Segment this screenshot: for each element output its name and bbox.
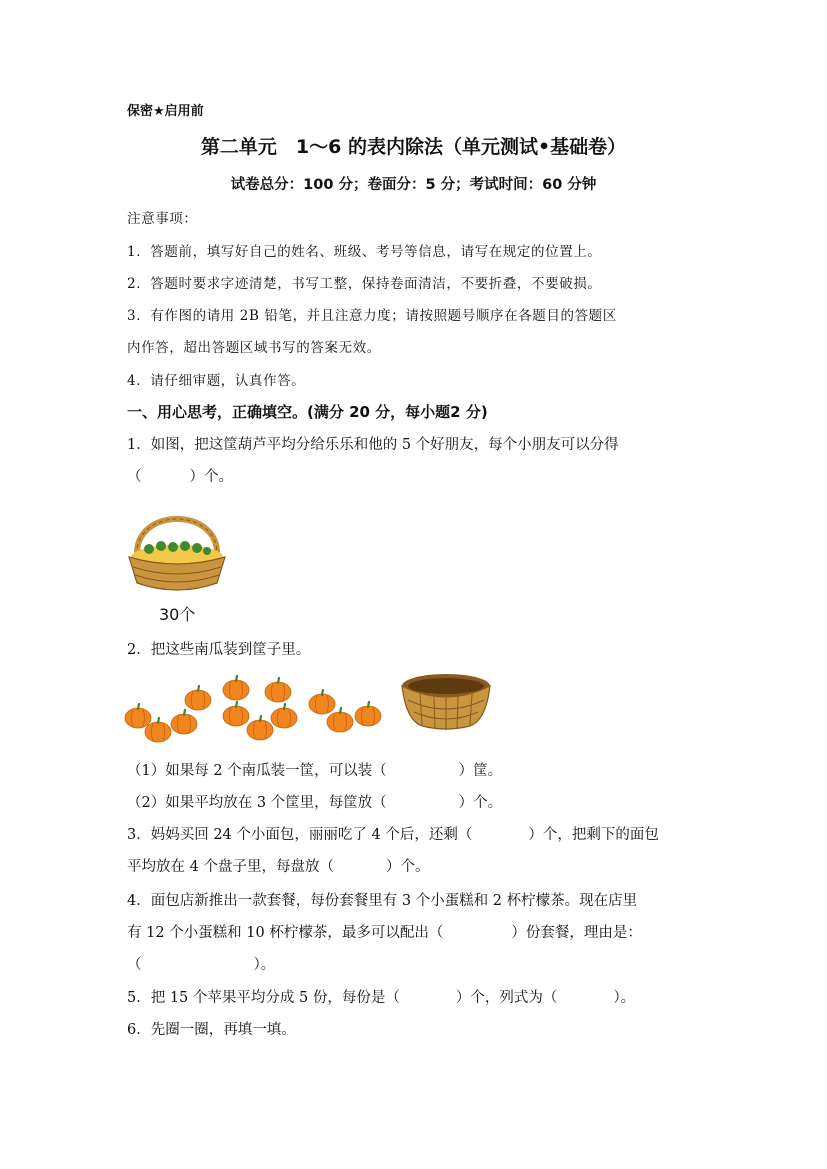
sub-1-text-a: （1）如果每 2 个南瓜装一筐，可以装（: [127, 763, 387, 779]
exam-info: 试卷总分：100 分；卷面分：5 分；考试时间：60 分钟: [230, 177, 597, 193]
note-item: 3．有作图的请用 2B 铅笔，并且注意力度；请按照题号顺序在各题目的答题区: [127, 308, 617, 324]
pumpkin-icon: [355, 702, 381, 726]
q5-text-b: ）个，列式为（: [455, 990, 558, 1006]
pumpkins-image: [124, 672, 384, 747]
pumpkin-icon: [309, 690, 335, 714]
pumpkin-icon: [247, 716, 273, 740]
q4-text-d: ）。: [253, 957, 276, 973]
note-item: 2．答题时要求字迹清楚，书写工整，保持卷面清洁，不要折叠，不要破损。: [127, 276, 602, 292]
question-6: 6．先圈一圈，再填一填。: [127, 1022, 296, 1038]
question-1-answer-line: [127, 465, 233, 486]
q3-text-b: ）个，把剩下的面包: [528, 827, 659, 843]
sub-2-text-b: ）个。: [458, 795, 503, 811]
basket-count-label: 30个: [159, 605, 196, 624]
question-2-sub-2: [127, 791, 502, 812]
q5-text-a: 5．把 15 个苹果平均分成 5 份，每份是（: [127, 990, 400, 1006]
page-title: 第二单元 1～6 的表内除法（单元测试•基础卷）: [200, 136, 627, 158]
note-item: 4．请仔细审题，认真作答。: [127, 373, 306, 389]
pumpkin-icon: [185, 686, 211, 710]
pumpkin-icon: [271, 704, 297, 728]
q3-text-c: 平均放在 4 个盘子里，每盘放（: [127, 859, 334, 875]
question-4-line-3: [127, 953, 275, 974]
paren-open: （: [127, 469, 142, 485]
pumpkin-icon: [125, 704, 151, 728]
note-item: 内作答，超出答题区域书写的答案无效。: [127, 340, 381, 356]
pumpkin-icon: [223, 702, 249, 726]
q4-text-b: ）份套餐，理由是：: [511, 925, 642, 941]
paren-close: ）个。: [189, 469, 233, 485]
question-2-text: 2．把这些南瓜装到筐子里。: [127, 642, 311, 658]
note-item: 1．答题前，填写好自己的姓名、班级、考号等信息，请写在规定的位置上。: [127, 244, 602, 260]
sub-1-text-b: ）筐。: [458, 763, 503, 779]
question-5: [127, 986, 635, 1007]
sub-2-text-a: （2）如果平均放在 3 个筐里，每筐放（: [127, 795, 387, 811]
question-4-line-2: [127, 921, 642, 942]
q5-text-c: ）。: [613, 990, 636, 1006]
q3-text-a: 3．妈妈买回 24 个小面包，丽丽吃了 4 个后，还剩（: [127, 827, 473, 843]
gourd-basket-image: [125, 497, 229, 602]
question-4-line-1: 4．面包店新推出一款套餐，每份套餐里有 3 个小蛋糕和 2 杯柠檬茶。现在店里: [127, 893, 638, 909]
pumpkin-icon: [265, 678, 291, 702]
q4-text-a: 有 12 个小蛋糕和 10 杯柠檬茶，最多可以配出（: [127, 925, 444, 941]
question-3-line-2: [127, 855, 429, 876]
question-3-line-1: [127, 823, 659, 844]
question-1-text: 1．如图，把这筐葫芦平均分给乐乐和他的 5 个好朋友，每个小朋友可以分得: [127, 437, 619, 453]
pumpkin-icon: [171, 710, 197, 734]
notes-heading: 注意事项：: [127, 211, 198, 227]
q4-text-c: （: [127, 957, 142, 973]
empty-basket-image: [400, 672, 492, 732]
q3-text-d: ）个。: [385, 859, 430, 875]
section-heading: 一、用心思考，正确填空。(满分 20 分，每小题2 分): [127, 403, 488, 421]
confidential-label: 保密★启用前: [127, 104, 204, 119]
pumpkin-icon: [223, 676, 249, 700]
question-2-sub-1: [127, 759, 502, 780]
